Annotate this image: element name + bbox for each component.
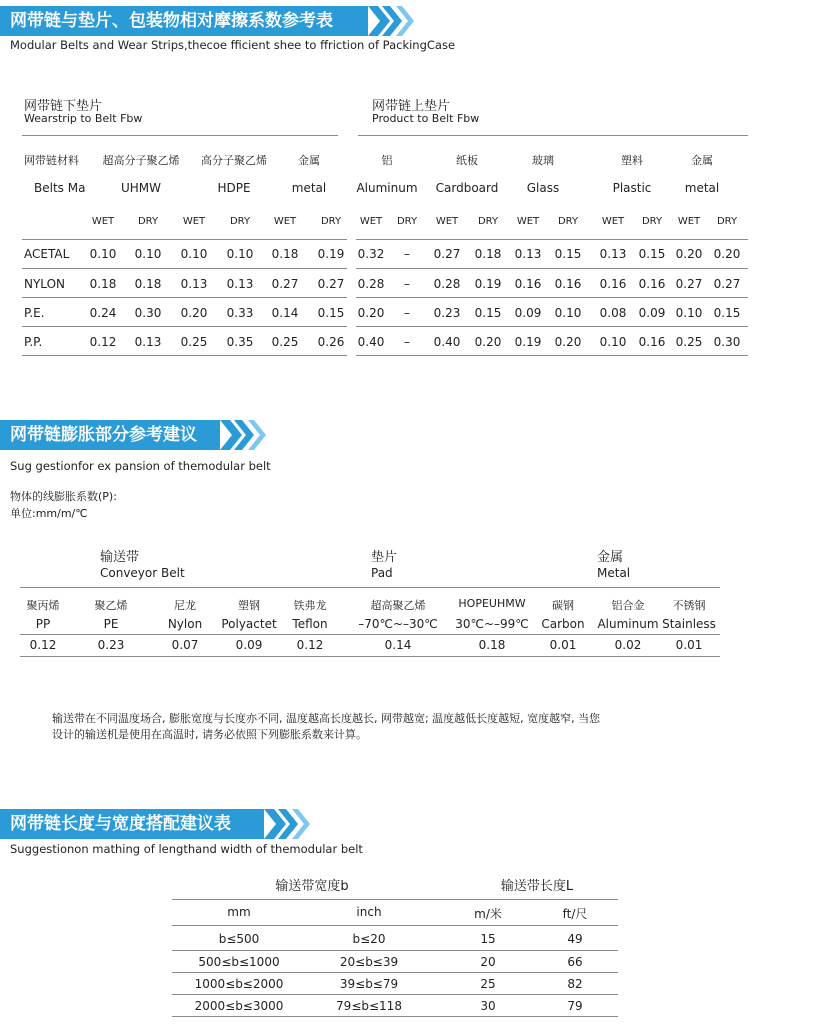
left-group-cn: 网带链下垫片: [24, 99, 103, 114]
wet-dry-label: WET: [182, 216, 206, 227]
section3-subtitle: Suggestionon mathing of lengthand width of themodular belt: [10, 842, 363, 856]
material-cn: 塑料: [621, 154, 643, 167]
material-row-name: ACETAL: [24, 247, 70, 261]
friction-value: 0.10: [226, 247, 254, 261]
group-metal-en: Metal: [597, 566, 631, 580]
material-row-name: NYLON: [24, 277, 65, 291]
friction-value: 0.15: [317, 306, 345, 320]
expansion-value: 0.02: [614, 638, 642, 652]
group-conveyor-en: Conveyor Belt: [100, 566, 185, 580]
friction-value: 0.27: [713, 277, 741, 291]
friction-value: 0.13: [134, 335, 162, 349]
expansion-col-en: –70℃~–30℃: [358, 617, 438, 631]
wet-dry-label: DRY: [229, 216, 251, 227]
friction-value: 0.15: [713, 306, 741, 320]
friction-value: 0.16: [514, 277, 542, 291]
match-rule-row: [172, 994, 618, 995]
friction-value: 0.35: [226, 335, 254, 349]
expansion-col-en: Carbon: [541, 617, 585, 631]
expansion-col-en: PP: [35, 617, 51, 631]
friction-value: 0.19: [474, 277, 502, 291]
friction-value: 0.25: [180, 335, 208, 349]
table-rule-left: [22, 239, 347, 240]
table-rule-left: [22, 297, 347, 298]
friction-value: 0.20: [554, 335, 582, 349]
friction-value: –: [404, 335, 410, 349]
wet-dry-label: DRY: [641, 216, 663, 227]
section3-title: 网带链长度与宽度搭配建议表: [10, 814, 231, 834]
section1-banner: [0, 6, 368, 36]
expansion-col-en: Polyactet: [221, 617, 277, 631]
expansion-value: 0.07: [171, 638, 199, 652]
table-rule-right: [356, 268, 748, 269]
match-cell: 30: [480, 999, 496, 1013]
match-cell: 20≤b≤39: [339, 955, 399, 969]
match-rule-row: [172, 1016, 618, 1017]
friction-value: 0.10: [180, 247, 208, 261]
expansion-col-en: Stainless: [662, 617, 716, 631]
friction-value: 0.10: [599, 335, 627, 349]
section3-banner: [0, 809, 264, 839]
friction-value: 0.16: [638, 335, 666, 349]
friction-value: 0.30: [713, 335, 741, 349]
table-rule-left: [22, 326, 347, 327]
expansion-value: 0.09: [235, 638, 263, 652]
group-rule-right: [358, 135, 748, 136]
friction-value: 0.13: [599, 247, 627, 261]
match-cell: b≤20: [352, 932, 386, 946]
table-rule-right: [356, 326, 748, 327]
length-header: 输送带长度L: [500, 879, 574, 894]
group-pad-en: Pad: [371, 566, 393, 580]
friction-value: 0.13: [514, 247, 542, 261]
unit-label: 单位:mm/m/℃: [10, 507, 88, 520]
note-line-2: 设计的输送机是使用在高温时, 请务必依照下列膨胀系数来计算。: [52, 728, 367, 741]
row-header-cn: 网带链材料: [24, 154, 79, 167]
expansion-col-cn: HOPEUHMW: [458, 597, 526, 610]
expansion-value: 0.01: [675, 638, 703, 652]
section2-subtitle: Sug gestionfor ex pansion of themodular belt: [10, 459, 271, 473]
match-cell: 15: [480, 932, 496, 946]
friction-value: 0.09: [514, 306, 542, 320]
friction-value: 0.20: [713, 247, 741, 261]
group-conveyor-cn: 输送带: [100, 550, 140, 565]
width-header: 输送带宽度b: [275, 879, 349, 894]
friction-value: 0.26: [317, 335, 345, 349]
expansion-col-en: Aluminum: [597, 617, 659, 631]
group-pad-cn: 垫片: [371, 550, 398, 565]
friction-value: 0.24: [89, 306, 117, 320]
friction-value: 0.13: [180, 277, 208, 291]
material-cn: 金属: [691, 154, 713, 167]
expansion-col-cn: 铁弗龙: [293, 599, 327, 612]
material-en: metal: [291, 181, 327, 195]
friction-value: 0.19: [317, 247, 345, 261]
material-cn: 铝: [381, 154, 393, 167]
match-rule-row: [172, 950, 618, 951]
friction-value: 0.18: [474, 247, 502, 261]
friction-value: 0.27: [675, 277, 703, 291]
friction-value: 0.20: [357, 306, 385, 320]
friction-value: 0.15: [474, 306, 502, 320]
friction-value: 0.18: [271, 247, 299, 261]
wet-dry-label: DRY: [477, 216, 499, 227]
table-rule-right: [356, 239, 748, 240]
coef-label: 物体的线膨胀系数(P):: [10, 490, 117, 503]
expansion-col-cn: 超高聚乙烯: [370, 599, 426, 612]
unit-label: ft/尺: [562, 907, 588, 921]
match-cell: 39≤b≤79: [339, 977, 399, 991]
friction-value: 0.28: [433, 277, 461, 291]
expansion-col-cn: 尼龙: [174, 599, 196, 612]
unit-label: inch: [356, 905, 382, 919]
table-rule-left: [22, 268, 347, 269]
friction-value: 0.12: [89, 335, 117, 349]
friction-value: 0.33: [226, 306, 254, 320]
wet-dry-label: WET: [273, 216, 297, 227]
expansion-col-cn: 塑钢: [238, 599, 260, 612]
right-group-en: Product to Belt Fbw: [372, 112, 480, 125]
friction-value: 0.23: [433, 306, 461, 320]
friction-value: 0.10: [675, 306, 703, 320]
friction-value: 0.10: [134, 247, 162, 261]
wet-dry-label: WET: [601, 216, 625, 227]
wet-dry-label: DRY: [396, 216, 418, 227]
group-metal-cn: 金属: [597, 550, 624, 565]
wet-dry-label: WET: [91, 216, 115, 227]
friction-value: –: [404, 277, 410, 291]
match-rule-sub: [172, 925, 618, 926]
match-cell: 1000≤b≤2000: [194, 977, 284, 991]
friction-value: 0.10: [89, 247, 117, 261]
wet-dry-label: DRY: [320, 216, 342, 227]
unit-label: m/米: [474, 907, 502, 921]
material-en: UHMW: [120, 181, 162, 195]
match-cell: 25: [480, 977, 496, 991]
wet-dry-label: WET: [516, 216, 540, 227]
match-cell: 500≤b≤1000: [198, 955, 280, 969]
friction-value: 0.08: [599, 306, 627, 320]
material-cn: 纸板: [456, 154, 478, 167]
material-en: Glass: [526, 181, 560, 195]
friction-value: 0.40: [433, 335, 461, 349]
banner-stripes-icon: [264, 809, 312, 839]
expansion-col-cn: 聚乙烯: [94, 599, 128, 612]
material-en: Plastic: [612, 181, 652, 195]
friction-value: 0.15: [638, 247, 666, 261]
friction-value: 0.32: [357, 247, 385, 261]
friction-value: 0.18: [134, 277, 162, 291]
match-rule-row: [172, 972, 618, 973]
row-header-en: Belts Ma: [34, 181, 86, 195]
expansion-col-cn: 聚丙烯: [26, 599, 60, 612]
friction-value: 0.15: [554, 247, 582, 261]
expansion-value: 0.12: [29, 638, 57, 652]
note-line-1: 输送带在不同温度场合, 膨胀宽度与长度亦不同, 温度越高长度越长, 网带越宽; 温度越低长度越短, 宽度越窄, 当您: [52, 712, 601, 725]
friction-value: 0.28: [357, 277, 385, 291]
friction-value: 0.27: [317, 277, 345, 291]
wet-dry-label: DRY: [716, 216, 738, 227]
section2-banner: [0, 420, 220, 450]
expansion-col-cn: 不锈钢: [672, 599, 706, 612]
unit-label: mm: [227, 905, 251, 919]
friction-value: 0.30: [134, 306, 162, 320]
material-cn: 超高分子聚乙烯: [102, 154, 180, 167]
section1-title: 网带链与垫片、包装物相对摩擦系数参考表: [10, 11, 333, 31]
match-cell: 2000≤b≤3000: [194, 999, 284, 1013]
friction-value: 0.16: [599, 277, 627, 291]
expansion-value: 0.12: [296, 638, 324, 652]
match-cell: 82: [567, 977, 583, 991]
expansion-value: 0.14: [384, 638, 412, 652]
friction-value: 0.13: [226, 277, 254, 291]
material-row-name: P.P.: [24, 335, 43, 349]
expansion-col-en: Nylon: [167, 617, 203, 631]
match-cell: b≤500: [218, 932, 260, 946]
friction-value: –: [404, 247, 410, 261]
friction-value: 0.16: [638, 277, 666, 291]
wet-dry-label: WET: [359, 216, 383, 227]
table-rule-right: [356, 297, 748, 298]
friction-value: 0.27: [433, 247, 461, 261]
expansion-value: 0.18: [478, 638, 506, 652]
friction-value: 0.19: [514, 335, 542, 349]
friction-value: 0.09: [638, 306, 666, 320]
expansion-value: 0.01: [549, 638, 577, 652]
material-cn: 玻璃: [532, 154, 554, 167]
table-rule-left: [22, 355, 347, 356]
banner-stripes-icon: [220, 420, 268, 450]
friction-value: –: [404, 306, 410, 320]
match-cell: 49: [567, 932, 583, 946]
section1-subtitle: Modular Belts and Wear Strips,thecoe fficient shee to ffriction of PackingCase: [10, 38, 456, 52]
group-rule-left: [22, 135, 338, 136]
material-en: metal: [684, 181, 720, 195]
match-cell: 20: [480, 955, 496, 969]
wet-dry-label: WET: [435, 216, 459, 227]
material-en: HDPE: [217, 181, 251, 195]
banner-stripes-icon: [368, 6, 416, 36]
expansion-value: 0.23: [97, 638, 125, 652]
wet-dry-label: DRY: [137, 216, 159, 227]
material-cn: 高分子聚乙烯: [201, 154, 267, 167]
left-group-en: Wearstrip to Belt Fbw: [24, 112, 143, 125]
friction-value: 0.27: [271, 277, 299, 291]
friction-value: 0.20: [180, 306, 208, 320]
friction-value: 0.10: [554, 306, 582, 320]
friction-value: 0.20: [474, 335, 502, 349]
expansion-col-en: Teflon: [292, 617, 328, 631]
wet-dry-label: WET: [677, 216, 701, 227]
material-row-name: P.E.: [24, 306, 45, 320]
expansion-col-en: PE: [103, 617, 119, 631]
friction-value: 0.16: [554, 277, 582, 291]
expansion-col-cn: 铝合金: [611, 599, 645, 612]
match-cell: 79: [567, 999, 583, 1013]
table-rule-right: [356, 355, 748, 356]
match-cell: 79≤b≤118: [336, 999, 402, 1013]
right-group-cn: 网带链上垫片: [372, 99, 451, 114]
expansion-rule-top: [20, 587, 720, 588]
wet-dry-label: DRY: [557, 216, 579, 227]
material-cn: 金属: [298, 154, 320, 167]
match-rule-head: [172, 899, 618, 900]
section2-title: 网带链膨胀部分参考建议: [10, 425, 197, 445]
friction-value: 0.40: [357, 335, 385, 349]
friction-value: 0.20: [675, 247, 703, 261]
friction-value: 0.18: [89, 277, 117, 291]
expansion-rule-bottom: [20, 656, 720, 657]
expansion-col-en: 30℃~–99℃: [455, 617, 529, 631]
expansion-col-cn: 碳钢: [552, 599, 574, 612]
expansion-rule-mid: [20, 634, 720, 635]
friction-value: 0.25: [271, 335, 299, 349]
match-cell: 66: [567, 955, 583, 969]
friction-value: 0.25: [675, 335, 703, 349]
material-en: Cardboard: [435, 181, 499, 195]
friction-value: 0.14: [271, 306, 299, 320]
material-en: Aluminum: [356, 181, 418, 195]
